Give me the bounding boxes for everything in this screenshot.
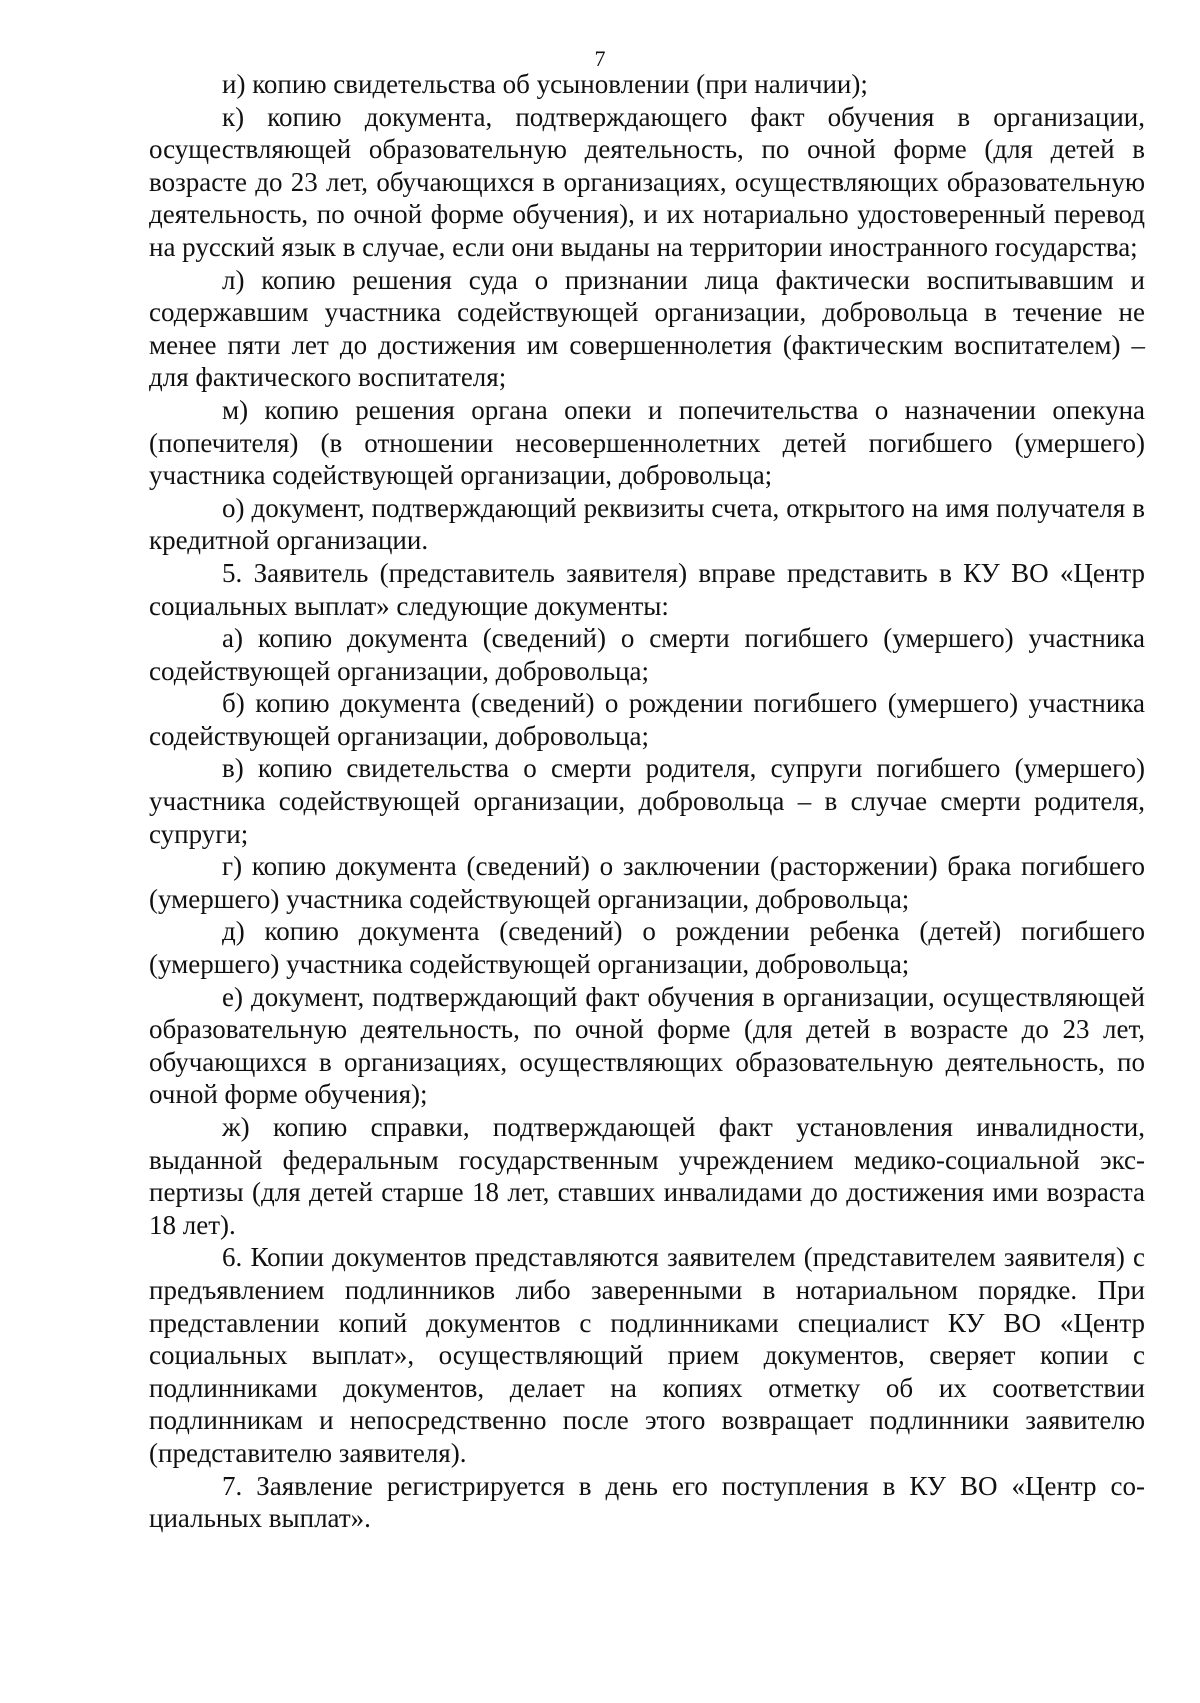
paragraph-item-i: и) копию свидетельства об усыновлении (при наличии); xyxy=(222,69,868,99)
paragraph-item-o: о) документ, подтверждающий реквизиты счета, открытого на имя получателя в кредитной организации. xyxy=(149,492,1145,556)
paragraph-item-k: к) копию документа, подтверждающего факт обучения в организации, осуществляющей образовательную деятельность, по очной форме (для детей в возрасте до 23 лет, обучающихся в организациях, осуществляющих образовательную деятельность, по очной форме обучения), и их нотариально удостоверенный перевод на русский язык в случае, если они выданы на территории иностранного государства; xyxy=(149,101,1145,262)
paragraph-item-v: в) копию свидетельства о смерти родителя, супруги погибшего (умершего) участника содействующей организации, добровольца – в случае смерти родителя, супруги; xyxy=(149,753,1145,849)
paragraph-item-zh: ж) копию справки, подтверждающей факт установления инвалидности, выданной федеральным государственным учреждением медико-социальной экспертизы (для детей старше 18 лет, ставших инвалидами до достижения ими возраста 18 лет). xyxy=(149,1112,1145,1240)
document-body xyxy=(149,68,1145,1535)
page-number: 7 xyxy=(594,46,606,71)
paragraph-item-b: б) копию документа (сведений) о рождении погибшего (умершего) участника содействующей организации, добровольца; xyxy=(149,688,1145,751)
paragraph-item-d: д) копию документа (сведений) о рождении ребенка (детей) погибшего (умершего) участника содействующей организации, добровольца; xyxy=(149,916,1145,980)
paragraph-item-e: е) документ, подтверждающий факт обучения в организации, осуществляющей образовательную деятельность, по очной форме (для детей в возрасте до 23 лет, обучающихся в организациях, осуществляющих образовательную деятельность, по очной форме обучения); xyxy=(149,981,1145,1110)
paragraph-item-g: г) копию документа (сведений) о заключении (расторжении) брака погибшего (умершего) участника содействующей организации, добровольца; xyxy=(149,851,1145,914)
paragraph-clause-7: 7. Заявление регистрируется в день его поступления в КУ ВО «Центр социальных выплат». xyxy=(149,1470,1145,1534)
paragraph-item-a: а) копию документа (сведений) о смерти погибшего (умершего) участника содействующей организации, добровольца; xyxy=(149,623,1145,686)
paragraph-item-l: л) копию решения суда о признании лица фактически воспитывавшим и содержавшим участника содействующей организации, добровольца в течение не менее пяти лет до достижения им совершеннолетия (фактическим воспитателем) – для фактического воспитателя; xyxy=(149,264,1145,393)
paragraph-item-m: м) копию решения органа опеки и попечительства о назначении опекуна (попечителя) (в отношении несовершеннолетних детей погибшего (умершего) участника содействующей организации, добровольца; xyxy=(149,394,1145,491)
paragraph-clause-5: 5. Заявитель (представитель заявителя) вправе представить в КУ ВО «Центр социальных выплат» следующие документы: xyxy=(149,557,1145,621)
paragraph-clause-6: 6. Копии документов представляются заявителем (представителем заявителя) с предъявлением подлинников либо заверенными в нотариальном порядке. При представлении копий документов с подлинниками специалист КУ ВО «Центр социальных выплат», осуществляющий прием документов, сверяет копии с подлинниками документов, делает на копиях отметку об их соответствии подлинникам и непосредственно после этого возвращает подлинники заявителю (представителю заявителя). xyxy=(149,1242,1145,1468)
